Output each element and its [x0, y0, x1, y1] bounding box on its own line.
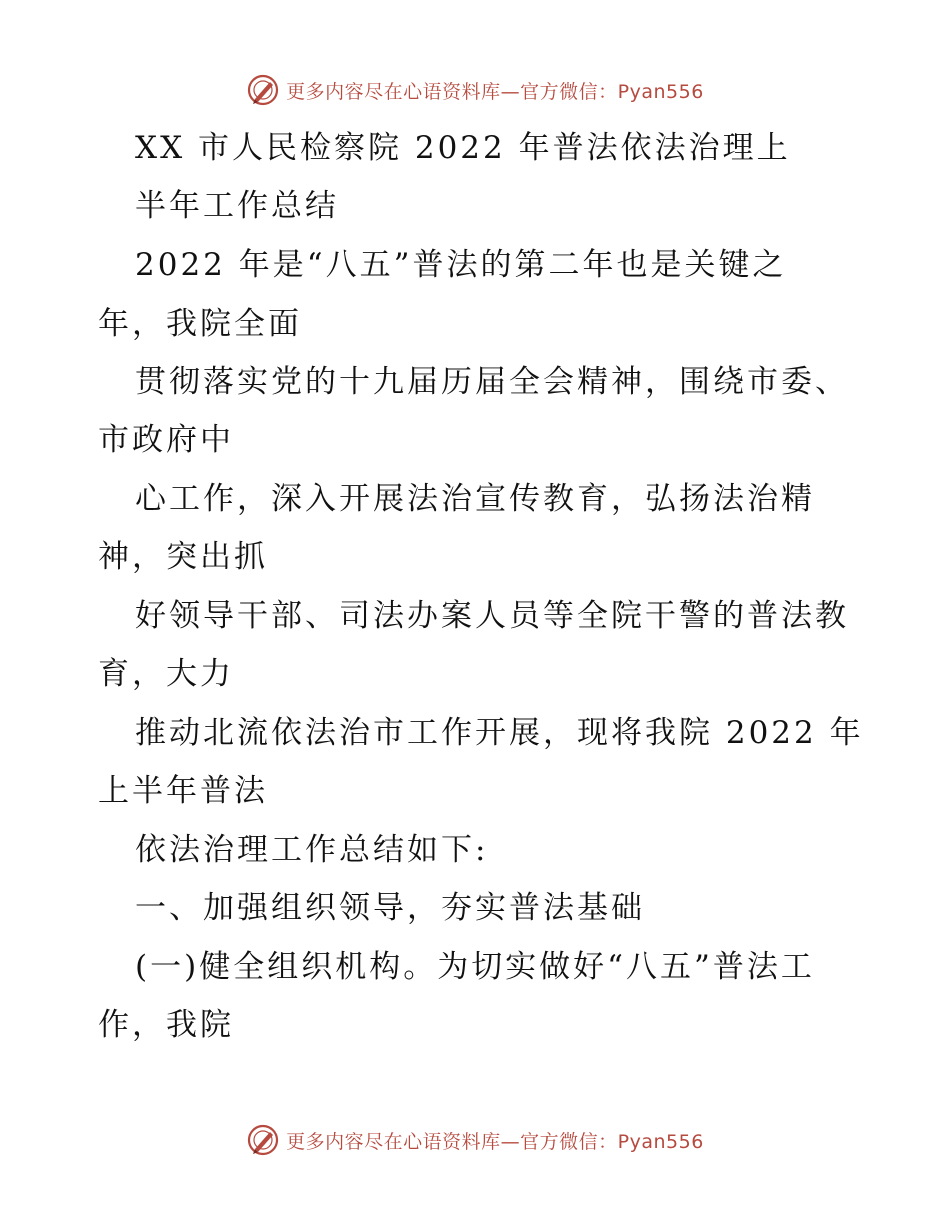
- paragraph-line: 年，我院全面: [98, 306, 302, 342]
- paragraph-line: 推动北流依法治市工作开展，现将我院 2022 年: [135, 715, 864, 751]
- paragraph-line: 贯彻落实党的十九届历届全会精神，围绕市委、: [135, 364, 849, 400]
- paragraph-line: 好领导干部、司法办案人员等全院干警的普法教: [135, 598, 849, 634]
- paragraph-line: 市政府中: [98, 422, 234, 458]
- paragraph-line: 上半年普法: [98, 773, 268, 809]
- watermark-text: 更多内容尽在心语资料库—官方微信：Pyan556: [286, 80, 704, 103]
- paragraph-line: 育，大力: [98, 656, 234, 692]
- footer-watermark: [0, 1120, 950, 1160]
- paragraph-line: 神，突出抓: [98, 539, 268, 575]
- section-heading: 一、加强组织领导，夯实普法基础: [135, 890, 645, 926]
- title-line-1: XX 市人民检察院 2022 年普法依法治理上: [135, 130, 791, 166]
- title-line-2: 半年工作总结: [135, 188, 339, 224]
- paragraph-line: 依法治理工作总结如下:: [135, 832, 489, 868]
- watermark-text: 更多内容尽在心语资料库—官方微信：Pyan556: [286, 1130, 704, 1153]
- paragraph-line: 2022 年是“八五”普法的第二年也是关键之: [135, 247, 787, 283]
- paragraph-line: (一)健全组织机构。为切实做好“八五”普法工: [135, 949, 815, 985]
- pen-logo-icon: [246, 1123, 280, 1157]
- paragraph-line: 作，我院: [98, 1007, 234, 1043]
- paragraph-line: 心工作，深入开展法治宣传教育，弘扬法治精: [135, 481, 815, 517]
